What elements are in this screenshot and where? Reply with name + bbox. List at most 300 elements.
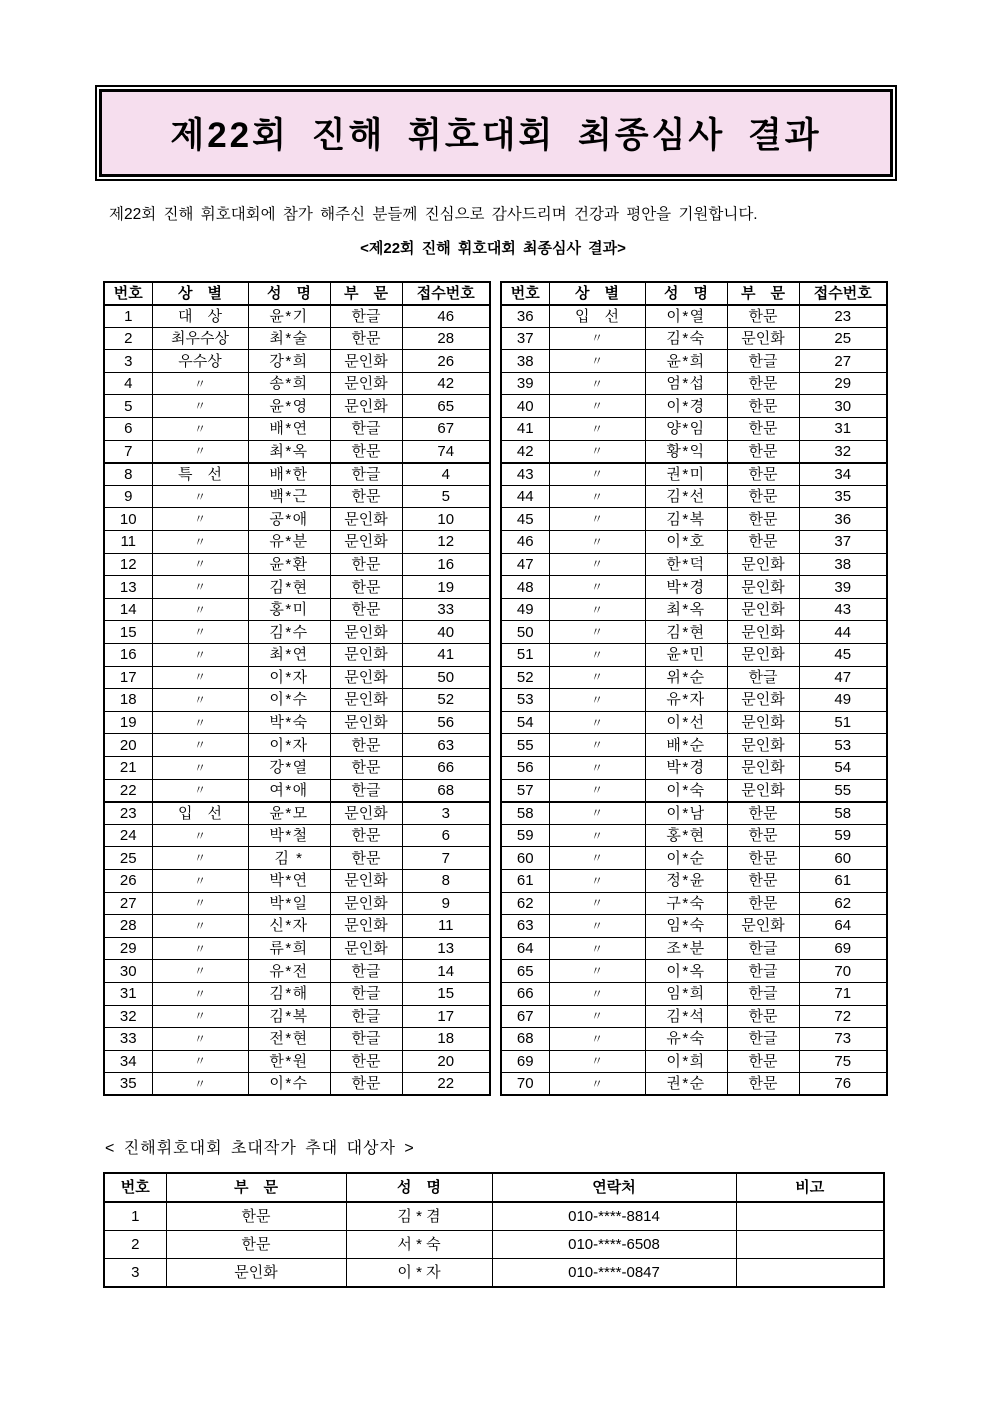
award-level-cell: 〃 — [152, 485, 248, 508]
entry-number-cell: 41 — [402, 644, 490, 667]
name-cell: 이*자 — [248, 666, 330, 689]
category-cell: 한문 — [330, 847, 402, 870]
name-cell: 이*수 — [248, 1073, 330, 1096]
entry-number-cell: 66 — [402, 756, 490, 779]
category-cell: 한문 — [727, 869, 799, 892]
category-cell: 문인화 — [330, 350, 402, 373]
award-level-cell: 〃 — [152, 1050, 248, 1073]
category-cell: 한글 — [330, 960, 402, 983]
name-cell: 한*덕 — [645, 553, 727, 576]
entry-number-cell: 55 — [799, 779, 887, 802]
table-row — [501, 1050, 887, 1073]
table-row — [104, 711, 490, 734]
entry-number-cell: 54 — [799, 756, 887, 779]
name-cell: 윤*희 — [645, 350, 727, 373]
row-number-cell: 29 — [104, 937, 152, 960]
entry-number-cell: 43 — [799, 598, 887, 621]
table-row — [501, 711, 887, 734]
name-cell: 김 * — [248, 847, 330, 870]
title-banner — [95, 85, 897, 181]
category-cell: 한문 — [330, 327, 402, 350]
category-cell: 한문 — [727, 1050, 799, 1073]
award-level-cell: 〃 — [549, 802, 645, 825]
award-level-cell: 〃 — [549, 734, 645, 757]
row-number-cell: 2 — [104, 1230, 166, 1259]
row-number-cell: 25 — [104, 847, 152, 870]
category-cell: 문인화 — [330, 372, 402, 395]
results-table-left — [103, 281, 491, 1096]
category-cell: 문인화 — [330, 802, 402, 825]
table-row — [501, 937, 887, 960]
entry-number-cell: 39 — [799, 576, 887, 599]
row-number-cell: 31 — [104, 982, 152, 1005]
category-cell: 한글 — [330, 779, 402, 802]
entry-number-cell: 47 — [799, 666, 887, 689]
row-number-cell: 64 — [501, 937, 549, 960]
category-cell: 한글 — [727, 350, 799, 373]
category-cell: 한글 — [330, 1028, 402, 1051]
category-cell: 한문 — [727, 531, 799, 554]
category-cell: 한글 — [330, 982, 402, 1005]
entry-number-cell: 31 — [799, 418, 887, 441]
award-level-cell: 〃 — [152, 734, 248, 757]
entry-number-cell: 28 — [402, 327, 490, 350]
name-cell: 최*연 — [248, 644, 330, 667]
table-row — [501, 666, 887, 689]
page-title: 제22회 진해 휘호대회 최종심사 결과 — [170, 116, 822, 155]
table-row — [501, 756, 887, 779]
category-cell: 문인화 — [330, 689, 402, 712]
results-header-row — [104, 282, 490, 305]
column-header-entry-number: 접수번호 — [402, 282, 490, 305]
category-cell: 한문 — [727, 802, 799, 825]
category-cell: 한글 — [727, 1028, 799, 1051]
entry-number-cell: 72 — [799, 1005, 887, 1028]
award-level-cell: 〃 — [152, 915, 248, 938]
entry-number-cell: 76 — [799, 1073, 887, 1096]
row-number-cell: 60 — [501, 847, 549, 870]
name-cell: 최*술 — [248, 327, 330, 350]
award-level-cell: 〃 — [549, 644, 645, 667]
intro-text: 제22회 진해 휘호대회에 참가 해주신 분들께 진심으로 감사드리며 건강과 평안을 기원합니다. — [109, 206, 758, 223]
row-number-cell: 26 — [104, 869, 152, 892]
name-cell: 신*자 — [248, 915, 330, 938]
award-level-cell: 〃 — [549, 440, 645, 463]
entry-number-cell: 69 — [799, 937, 887, 960]
entry-number-cell: 56 — [402, 711, 490, 734]
category-cell: 한글 — [727, 666, 799, 689]
category-cell: 문인화 — [727, 553, 799, 576]
entry-number-cell: 71 — [799, 982, 887, 1005]
award-level-cell: 〃 — [152, 418, 248, 441]
entry-number-cell: 5 — [402, 485, 490, 508]
name-cell: 김*복 — [248, 1005, 330, 1028]
name-cell: 이*호 — [645, 531, 727, 554]
phone-cell: 010-****-0847 — [492, 1259, 736, 1288]
name-cell: 박*경 — [645, 576, 727, 599]
name-cell: 김*해 — [248, 982, 330, 1005]
entry-number-cell: 20 — [402, 1050, 490, 1073]
results-header-row — [501, 282, 887, 305]
award-level-cell: 〃 — [549, 666, 645, 689]
table-row — [501, 644, 887, 667]
entry-number-cell: 38 — [799, 553, 887, 576]
name-cell: 조*분 — [645, 937, 727, 960]
award-level-cell: 〃 — [549, 756, 645, 779]
entry-number-cell: 17 — [402, 1005, 490, 1028]
award-level-cell: 〃 — [549, 350, 645, 373]
results-tables-container — [103, 281, 883, 1096]
table-row — [501, 915, 887, 938]
category-cell: 한문 — [330, 824, 402, 847]
row-number-cell: 63 — [501, 915, 549, 938]
award-level-cell: 〃 — [549, 869, 645, 892]
row-number-cell: 28 — [104, 915, 152, 938]
name-cell: 박*숙 — [248, 711, 330, 734]
category-cell: 한문 — [727, 372, 799, 395]
category-cell: 문인화 — [727, 621, 799, 644]
award-level-cell: 〃 — [549, 824, 645, 847]
award-level-cell: 〃 — [549, 418, 645, 441]
category-cell: 문인화 — [330, 915, 402, 938]
row-number-cell: 27 — [104, 892, 152, 915]
name-cell: 이*남 — [645, 802, 727, 825]
table-row — [104, 666, 490, 689]
category-cell: 문인화 — [727, 689, 799, 712]
award-level-cell: 〃 — [152, 1073, 248, 1096]
table-row — [104, 824, 490, 847]
entry-number-cell: 49 — [799, 689, 887, 712]
award-level-cell: 〃 — [152, 598, 248, 621]
category-cell: 한문 — [727, 463, 799, 486]
award-level-cell: 〃 — [549, 621, 645, 644]
award-level-cell: 〃 — [152, 824, 248, 847]
row-number-cell: 42 — [501, 440, 549, 463]
name-cell: 박*일 — [248, 892, 330, 915]
row-number-cell: 61 — [501, 869, 549, 892]
table-row — [104, 1230, 884, 1259]
entry-number-cell: 62 — [799, 892, 887, 915]
row-number-cell: 51 — [501, 644, 549, 667]
name-cell: 이*열 — [645, 305, 727, 328]
row-number-cell: 32 — [104, 1005, 152, 1028]
row-number-cell: 69 — [501, 1050, 549, 1073]
name-cell: 윤*민 — [645, 644, 727, 667]
name-cell: 유*분 — [248, 531, 330, 554]
category-cell: 문인화 — [166, 1259, 346, 1288]
entry-number-cell: 12 — [402, 531, 490, 554]
award-level-cell: 〃 — [152, 779, 248, 802]
award-level-cell: 〃 — [549, 395, 645, 418]
row-number-cell: 70 — [501, 1073, 549, 1096]
entry-number-cell: 42 — [402, 372, 490, 395]
table-row — [501, 734, 887, 757]
name-cell: 김*숙 — [645, 327, 727, 350]
table-row — [501, 372, 887, 395]
category-cell: 한글 — [727, 937, 799, 960]
entry-number-cell: 25 — [799, 327, 887, 350]
category-cell: 문인화 — [727, 327, 799, 350]
name-cell: 송*희 — [248, 372, 330, 395]
category-cell: 문인화 — [330, 937, 402, 960]
category-cell: 한문 — [727, 1005, 799, 1028]
award-level-cell: 〃 — [549, 372, 645, 395]
award-level-cell: 〃 — [152, 395, 248, 418]
column-header-row-number: 번호 — [104, 1173, 166, 1202]
entry-number-cell: 74 — [402, 440, 490, 463]
name-cell: 임*숙 — [645, 915, 727, 938]
row-number-cell: 14 — [104, 598, 152, 621]
award-level-cell: 〃 — [152, 531, 248, 554]
award-level-cell: 〃 — [152, 508, 248, 531]
category-cell: 문인화 — [330, 621, 402, 644]
row-number-cell: 2 — [104, 327, 152, 350]
table-row — [104, 960, 490, 983]
row-number-cell: 48 — [501, 576, 549, 599]
table-row — [104, 485, 490, 508]
row-number-cell: 24 — [104, 824, 152, 847]
table-row — [501, 779, 887, 802]
name-cell: 김*복 — [645, 508, 727, 531]
award-level-cell: 특 선 — [152, 463, 248, 486]
entry-number-cell: 23 — [799, 305, 887, 328]
row-number-cell: 56 — [501, 756, 549, 779]
name-cell: 이*경 — [645, 395, 727, 418]
award-level-cell: 〃 — [549, 711, 645, 734]
phone-cell: 010-****-6508 — [492, 1230, 736, 1259]
award-level-cell: 〃 — [152, 1028, 248, 1051]
category-cell: 문인화 — [727, 644, 799, 667]
table-row — [501, 553, 887, 576]
name-cell: 위*순 — [645, 666, 727, 689]
category-cell: 한문 — [330, 1050, 402, 1073]
table-row — [104, 418, 490, 441]
entry-number-cell: 50 — [402, 666, 490, 689]
award-level-cell: 〃 — [152, 1005, 248, 1028]
row-number-cell: 13 — [104, 576, 152, 599]
name-cell: 이*숙 — [645, 779, 727, 802]
column-header-award-level: 상 별 — [152, 282, 248, 305]
name-cell: 박*연 — [248, 869, 330, 892]
name-cell: 김*석 — [645, 1005, 727, 1028]
name-cell: 이*선 — [645, 711, 727, 734]
row-number-cell: 1 — [104, 1202, 166, 1231]
entry-number-cell: 52 — [402, 689, 490, 712]
title-banner-inner — [99, 89, 893, 177]
table-row — [104, 621, 490, 644]
column-header-name: 성 명 — [248, 282, 330, 305]
entry-number-cell: 3 — [402, 802, 490, 825]
row-number-cell: 10 — [104, 508, 152, 531]
award-level-cell: 〃 — [549, 779, 645, 802]
table-row — [501, 327, 887, 350]
award-level-cell: 〃 — [549, 1028, 645, 1051]
category-cell: 한문 — [330, 440, 402, 463]
award-level-cell: 우수상 — [152, 350, 248, 373]
row-number-cell: 58 — [501, 802, 549, 825]
note-cell — [736, 1202, 884, 1231]
category-cell: 한글 — [727, 982, 799, 1005]
award-level-cell: 〃 — [549, 463, 645, 486]
table-row — [501, 1028, 887, 1051]
row-number-cell: 38 — [501, 350, 549, 373]
entry-number-cell: 15 — [402, 982, 490, 1005]
table-row — [104, 463, 490, 486]
award-level-cell: 입 선 — [549, 305, 645, 328]
table-row — [501, 847, 887, 870]
award-level-cell: 〃 — [152, 621, 248, 644]
entry-number-cell: 65 — [402, 395, 490, 418]
table-row — [501, 982, 887, 1005]
award-level-cell: 〃 — [549, 327, 645, 350]
entry-number-cell: 61 — [799, 869, 887, 892]
row-number-cell: 50 — [501, 621, 549, 644]
name-cell: 여*애 — [248, 779, 330, 802]
table-row — [104, 734, 490, 757]
award-level-cell: 최우수상 — [152, 327, 248, 350]
name-cell: 이*자 — [248, 734, 330, 757]
table-row — [104, 1050, 490, 1073]
category-cell: 문인화 — [330, 892, 402, 915]
table-row — [104, 892, 490, 915]
table-row — [104, 982, 490, 1005]
award-level-cell: 〃 — [549, 598, 645, 621]
row-number-cell: 17 — [104, 666, 152, 689]
column-header-category: 부 문 — [166, 1173, 346, 1202]
entry-number-cell: 18 — [402, 1028, 490, 1051]
table-row — [104, 847, 490, 870]
row-number-cell: 3 — [104, 350, 152, 373]
award-level-cell: 〃 — [549, 576, 645, 599]
category-cell: 문인화 — [330, 395, 402, 418]
table-row — [501, 1073, 887, 1096]
entry-number-cell: 63 — [402, 734, 490, 757]
name-cell: 배*한 — [248, 463, 330, 486]
entry-number-cell: 7 — [402, 847, 490, 870]
row-number-cell: 54 — [501, 711, 549, 734]
row-number-cell: 33 — [104, 1028, 152, 1051]
category-cell: 한글 — [330, 1005, 402, 1028]
name-cell: 최*옥 — [248, 440, 330, 463]
entry-number-cell: 10 — [402, 508, 490, 531]
category-cell: 한문 — [330, 576, 402, 599]
name-cell: 정*윤 — [645, 869, 727, 892]
row-number-cell: 6 — [104, 418, 152, 441]
row-number-cell: 59 — [501, 824, 549, 847]
table-row — [501, 824, 887, 847]
table-row — [501, 1005, 887, 1028]
table-row — [501, 621, 887, 644]
name-cell: 공*애 — [248, 508, 330, 531]
category-cell: 문인화 — [727, 711, 799, 734]
category-cell: 한문 — [166, 1202, 346, 1231]
entry-number-cell: 40 — [402, 621, 490, 644]
award-level-cell: 〃 — [549, 960, 645, 983]
category-cell: 한문 — [727, 440, 799, 463]
row-number-cell: 47 — [501, 553, 549, 576]
entry-number-cell: 27 — [799, 350, 887, 373]
name-cell: 강*희 — [248, 350, 330, 373]
category-cell: 한문 — [330, 485, 402, 508]
name-cell: 유*자 — [645, 689, 727, 712]
entry-number-cell: 67 — [402, 418, 490, 441]
entry-number-cell: 53 — [799, 734, 887, 757]
entry-number-cell: 14 — [402, 960, 490, 983]
entry-number-cell: 37 — [799, 531, 887, 554]
award-level-cell: 〃 — [549, 689, 645, 712]
entry-number-cell: 58 — [799, 802, 887, 825]
entry-number-cell: 36 — [799, 508, 887, 531]
row-number-cell: 34 — [104, 1050, 152, 1073]
category-cell: 한문 — [727, 1073, 799, 1096]
table-row — [104, 779, 490, 802]
row-number-cell: 8 — [104, 463, 152, 486]
results-table-caption: <제22회 진해 휘호대회 최종심사 결과> — [360, 240, 626, 257]
name-cell: 배*순 — [645, 734, 727, 757]
entry-number-cell: 16 — [402, 553, 490, 576]
name-cell: 김*현 — [248, 576, 330, 599]
entry-number-cell: 45 — [799, 644, 887, 667]
category-cell: 문인화 — [727, 734, 799, 757]
name-cell: 류*희 — [248, 937, 330, 960]
name-cell: 황*익 — [645, 440, 727, 463]
award-level-cell: 입 선 — [152, 802, 248, 825]
category-cell: 한글 — [330, 305, 402, 328]
row-number-cell: 62 — [501, 892, 549, 915]
award-level-cell: 〃 — [152, 553, 248, 576]
table-row — [104, 1202, 884, 1231]
row-number-cell: 12 — [104, 553, 152, 576]
table-row — [501, 485, 887, 508]
row-number-cell: 30 — [104, 960, 152, 983]
name-cell: 홍*현 — [645, 824, 727, 847]
award-level-cell: 〃 — [549, 508, 645, 531]
table-row — [104, 937, 490, 960]
table-row — [104, 1259, 884, 1288]
name-cell: 김 * 겸 — [346, 1202, 492, 1231]
row-number-cell: 41 — [501, 418, 549, 441]
entry-number-cell: 68 — [402, 779, 490, 802]
name-cell: 서 * 숙 — [346, 1230, 492, 1259]
results-table-right — [500, 281, 888, 1096]
award-level-cell: 〃 — [152, 960, 248, 983]
category-cell: 한문 — [727, 508, 799, 531]
entry-number-cell: 60 — [799, 847, 887, 870]
column-header-phone: 연락처 — [492, 1173, 736, 1202]
column-header-name: 성 명 — [645, 282, 727, 305]
entry-number-cell: 59 — [799, 824, 887, 847]
table-row — [104, 372, 490, 395]
row-number-cell: 4 — [104, 372, 152, 395]
table-row — [104, 869, 490, 892]
table-row — [104, 915, 490, 938]
entry-number-cell: 70 — [799, 960, 887, 983]
row-number-cell: 55 — [501, 734, 549, 757]
note-cell — [736, 1230, 884, 1259]
award-level-cell: 〃 — [549, 847, 645, 870]
name-cell: 이*희 — [645, 1050, 727, 1073]
row-number-cell: 45 — [501, 508, 549, 531]
name-cell: 구*숙 — [645, 892, 727, 915]
row-number-cell: 15 — [104, 621, 152, 644]
award-level-cell: 〃 — [152, 869, 248, 892]
name-cell: 배*연 — [248, 418, 330, 441]
category-cell: 문인화 — [727, 576, 799, 599]
entry-number-cell: 19 — [402, 576, 490, 599]
row-number-cell: 68 — [501, 1028, 549, 1051]
column-header-entry-number: 접수번호 — [799, 282, 887, 305]
row-number-cell: 52 — [501, 666, 549, 689]
